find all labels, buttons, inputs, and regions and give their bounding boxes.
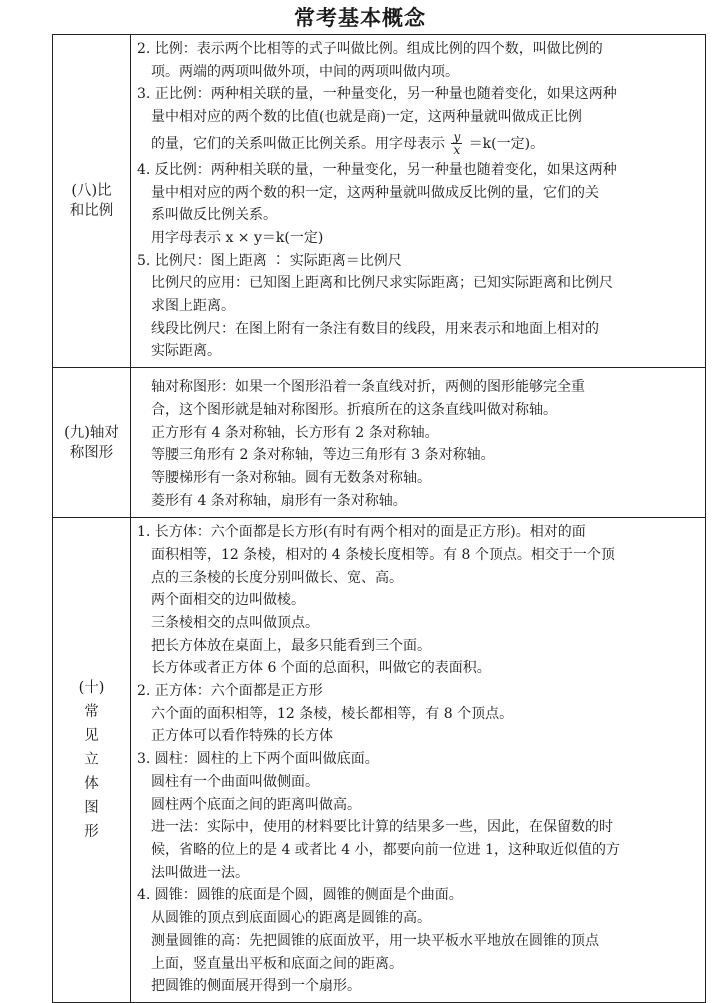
content-line: 圆柱两个底面之间的距离叫做高。	[151, 796, 361, 813]
content-line: 点的三条棱的长度分别叫做长、宽、高。	[151, 569, 403, 586]
row-label-line: 图	[84, 800, 99, 817]
content-line: 进一法：实际中，使用的材料要比计算的结果多一些，因此，在保留数的时	[151, 819, 613, 836]
content-line: 系叫做反比例关系。	[151, 207, 277, 224]
content-line: 正方体可以看作特殊的长方体	[151, 728, 333, 745]
row-content	[131, 35, 706, 368]
row-label	[53, 368, 131, 518]
content-text: 的量，它们的关系叫做正比例关系。用字母表示	[151, 135, 445, 152]
content-line: 3. 正比例：两种相关联的量，一种量变化，另一种量也随着变化，如果这两种	[137, 86, 617, 103]
content-line: 长方体或者正方体 6 个面的总面积，叫做它的表面积。	[151, 660, 491, 677]
content-line: 把圆锥的侧面展开得到一个扇形。	[151, 978, 361, 995]
content-line: 4. 反比例：两种相关联的量，一种量变化，另一种量也随着变化，如果这两种	[137, 161, 617, 178]
content-line: 菱形有 4 条对称轴，扇形有一条对称轴。	[151, 492, 407, 509]
row-label-line: (八)比	[71, 183, 112, 200]
content-line: 三条棱相交的点叫做顶点。	[151, 614, 319, 631]
content-line: 等腰梯形有一条对称轴。圆有无数条对称轴。	[151, 469, 431, 486]
content-text: ＝k(一定)。	[468, 135, 545, 152]
row-label	[53, 518, 131, 1003]
fraction-numerator: y	[453, 130, 461, 145]
content-line: 轴对称图形：如果一个图形沿着一条直线对折，两侧的图形能够完全重	[151, 379, 585, 396]
content-line: 5. 比例尺：图上距离 ∶ 实际距离＝比例尺	[137, 252, 402, 269]
content-line: 候，省略的位上的是 4 或者比 4 小，都要向前一位进 1，这种取近似值的方	[151, 841, 620, 858]
content-line: 合，这个图形就是轴对称图形。折痕所在的这条直线叫做对称轴。	[151, 401, 557, 418]
concept-table	[52, 34, 706, 1003]
row-label-line: 常	[84, 704, 99, 721]
content-line: 实际距离。	[151, 343, 221, 360]
row-label-line: 和比例	[69, 203, 114, 220]
content-line: 正方形有 4 条对称轴，长方形有 2 条对称轴。	[151, 424, 439, 441]
content-line: 1. 长方体：六个面都是长方形(有时有两个相对的面是正方形)。相对的面	[137, 524, 586, 541]
row-content	[131, 518, 706, 1003]
content-line: 用字母表示 x × y＝k(一定)	[151, 229, 324, 246]
content-line: 六个面的面积相等，12 条棱，棱长都相等，有 8 个顶点。	[151, 705, 514, 722]
table-row	[53, 368, 706, 518]
content-line: 2. 比例：表示两个比相等的式子叫做比例。组成比例的四个数，叫做比例的	[137, 41, 603, 57]
page-title: 常考基本概念	[294, 6, 426, 30]
content-line: 从圆锥的顶点到底面圆心的距离是圆锥的高。	[151, 910, 431, 927]
content-line: 量中相对应的两个数的积一定，这两种量就叫做成反比例的量，它们的关	[151, 184, 599, 201]
row-label-line: (九)轴对	[64, 424, 119, 441]
fraction-denominator: x	[453, 143, 461, 158]
content-line	[137, 129, 699, 159]
content-line: 面积相等，12 条棱，相对的 4 条棱长度相等。有 8 个顶点。相交于一个顶	[151, 546, 615, 563]
content-line: 上面，竖直量出平板和底面之间的距离。	[151, 955, 403, 972]
fraction	[451, 131, 462, 156]
content-line: 线段比例尺：在图上附有一条注有数目的线段，用来表示和地面上相对的	[151, 320, 599, 337]
content-line: 比例尺的应用：已知图上距离和比例尺求实际距离；已知实际距离和比例尺	[151, 275, 613, 292]
content-line: 项。两端的两项叫做外项，中间的两项叫做内项。	[151, 63, 459, 80]
content-line: 测量圆锥的高：先把圆锥的底面放平，用一块平板水平地放在圆锥的顶点	[151, 932, 599, 949]
content-line: 两个面相交的边叫做棱。	[151, 592, 305, 609]
table-row	[53, 518, 706, 1003]
content-line: 圆柱有一个曲面叫做侧面。	[151, 773, 319, 790]
row-label-line: 称图形	[69, 444, 114, 461]
content-line: 4. 圆锥：圆锥的底面是个圆，圆锥的侧面是个曲面。	[137, 887, 463, 904]
table-row	[53, 35, 706, 368]
row-label	[53, 35, 131, 368]
content-line: 2. 正方体：六个面都是正方形	[137, 683, 323, 700]
content-line: 3. 圆柱：圆柱的上下两个面叫做底面。	[137, 751, 379, 768]
row-label-line: (十)	[78, 680, 105, 697]
content-line: 量中相对应的两个数的比值(也就是商)一定，这两种量就叫做成正比例	[151, 109, 582, 126]
row-label-line: 立	[84, 752, 99, 769]
content-line: 法叫做进一法。	[151, 864, 249, 881]
row-label-line: 见	[84, 728, 99, 745]
content-line: 把长方体放在桌面上，最多只能看到三个面。	[151, 637, 431, 654]
row-label-line: 形	[84, 824, 99, 841]
content-line: 等腰三角形有 2 条对称轴，等边三角形有 3 条对称轴。	[151, 447, 495, 464]
content-line: 求图上距离。	[151, 298, 235, 315]
row-label-line: 体	[84, 776, 99, 793]
row-content	[131, 368, 706, 518]
